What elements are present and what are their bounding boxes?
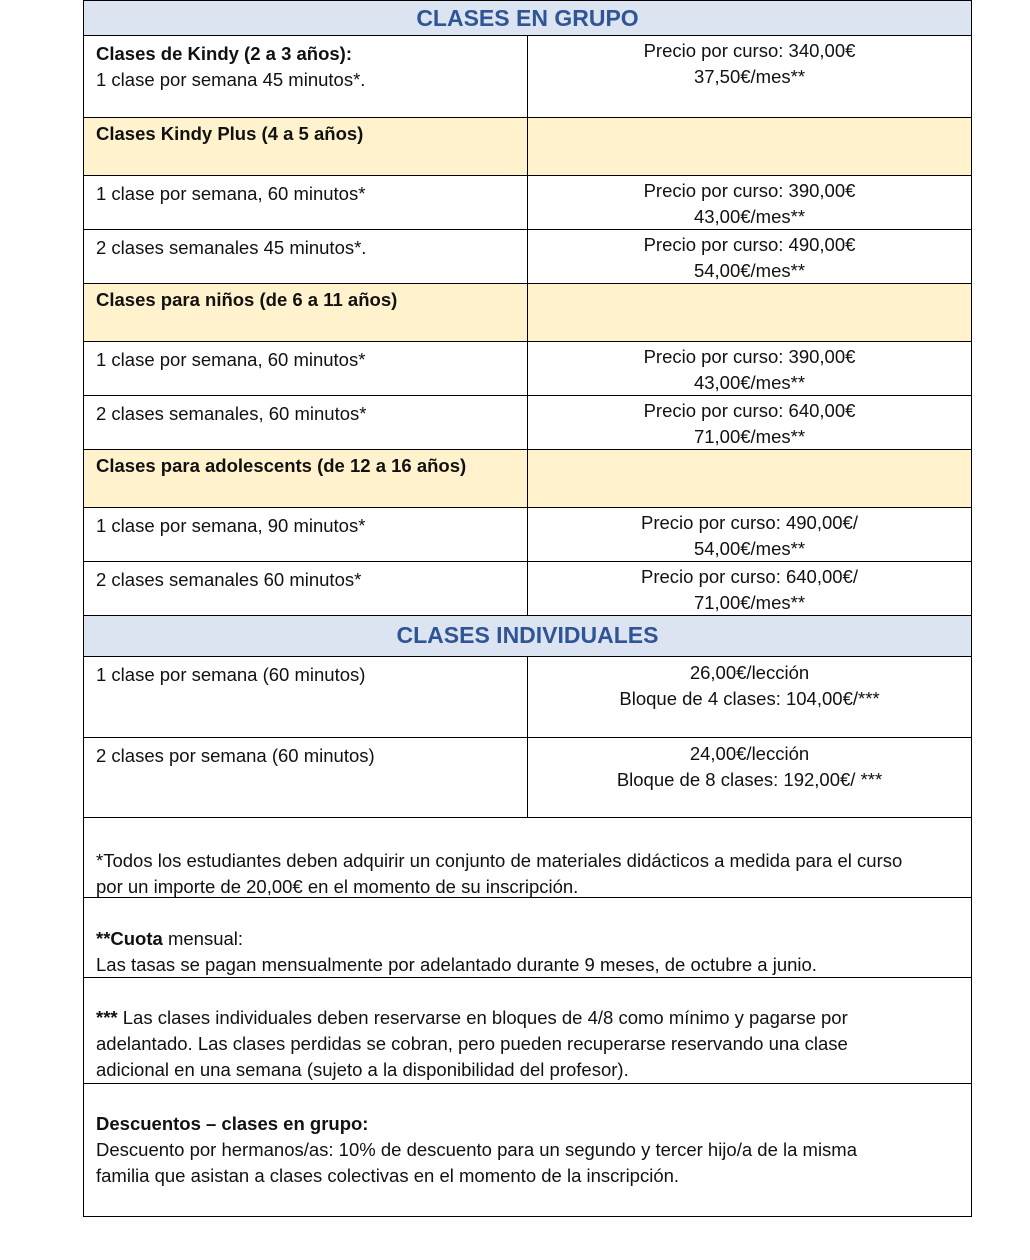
price-month: 43,00€/mes** bbox=[693, 206, 806, 227]
ninos-title: Clases para niños (de 6 a 11 años) bbox=[84, 284, 528, 341]
cuota-heading-bold: **Cuota bbox=[96, 928, 163, 949]
materials-note-line-1: *Todos los estudiantes deben adquirir un conjunto de materiales didácticos a medida para el curso bbox=[96, 850, 903, 871]
adolescents-row-2-desc: 2 clases semanales 60 minutos* bbox=[84, 562, 528, 615]
price-course: Precio por curso: 390,00€ bbox=[643, 180, 856, 201]
kindy-plus-row-1 bbox=[83, 176, 972, 230]
individual-note-line-1 bbox=[96, 1005, 959, 1031]
materials-note bbox=[83, 818, 972, 898]
adolescents-row-2-price bbox=[528, 562, 971, 615]
price-month: 71,00€/mes** bbox=[693, 592, 806, 613]
price-month: 54,00€/mes** bbox=[693, 260, 806, 281]
discounts-title: Descuentos – clases en grupo: bbox=[96, 1113, 369, 1134]
individual-note-line-3: adicional en una semana (sujeto a la disponibilidad del profesor). bbox=[96, 1059, 629, 1080]
adolescents-header-empty bbox=[528, 450, 971, 507]
price-lesson: 24,00€/lección bbox=[689, 743, 810, 764]
kindy-plus-row-1-price bbox=[528, 176, 971, 229]
individual-row-1 bbox=[83, 657, 972, 738]
kindy-row bbox=[83, 36, 972, 118]
kindy-plus-title: Clases Kindy Plus (4 a 5 años) bbox=[84, 118, 528, 175]
kindy-price-cell bbox=[528, 36, 971, 117]
adolescents-row-1 bbox=[83, 508, 972, 562]
price-course: Precio por curso: 390,00€ bbox=[643, 346, 856, 367]
individual-row-2-price bbox=[528, 738, 971, 817]
ninos-row-2 bbox=[83, 396, 972, 450]
adolescents-row-1-desc: 1 clase por semana, 90 minutos* bbox=[84, 508, 528, 561]
individual-row-1-price bbox=[528, 657, 971, 737]
pricing-document bbox=[83, 0, 972, 1217]
ninos-header bbox=[83, 284, 972, 342]
adolescents-title: Clases para adolescents (de 12 a 16 años) bbox=[84, 450, 528, 507]
individual-row-2 bbox=[83, 738, 972, 818]
price-course: Precio por curso: 640,00€ bbox=[643, 400, 856, 421]
individual-row-2-desc: 2 clases por semana (60 minutos) bbox=[84, 738, 528, 817]
individual-classes-title: CLASES INDIVIDUALES bbox=[396, 622, 659, 648]
ninos-row-2-desc: 2 clases semanales, 60 minutos* bbox=[84, 396, 528, 449]
kindy-plus-header-empty bbox=[528, 118, 971, 175]
price-block: Bloque de 4 clases: 104,00€/*** bbox=[619, 688, 880, 709]
ninos-header-empty bbox=[528, 284, 971, 341]
discounts-line-2: familia que asistan a clases colectivas en el momento de la inscripción. bbox=[96, 1165, 680, 1186]
materials-note-line-2: por un importe de 20,00€ en el momento de su inscripción. bbox=[96, 876, 579, 897]
kindy-title: Clases de Kindy (2 a 3 años): bbox=[96, 43, 353, 64]
ninos-row-2-price bbox=[528, 396, 971, 449]
kindy-plus-row-2-price bbox=[528, 230, 971, 283]
price-month: 71,00€/mes** bbox=[693, 426, 806, 447]
cuota-note bbox=[83, 898, 972, 978]
price-block: Bloque de 8 clases: 192,00€/ *** bbox=[616, 769, 883, 790]
ninos-row-1-desc: 1 clase por semana, 60 minutos* bbox=[84, 342, 528, 395]
discounts-note bbox=[83, 1084, 972, 1217]
ninos-row-1-price bbox=[528, 342, 971, 395]
price-month: 54,00€/mes** bbox=[693, 538, 806, 559]
kindy-plus-row-2-desc: 2 clases semanales 45 minutos*. bbox=[84, 230, 528, 283]
group-classes-title: CLASES EN GRUPO bbox=[416, 5, 639, 31]
price-lesson: 26,00€/lección bbox=[689, 662, 810, 683]
cuota-heading-rest: mensual: bbox=[162, 928, 244, 949]
individual-classes-header bbox=[83, 616, 972, 657]
individual-note-text-1: Las clases individuales deben reservarse en bloques de 4/8 como mínimo y pagarse por bbox=[117, 1007, 848, 1028]
individual-note bbox=[83, 978, 972, 1084]
kindy-price-course: Precio por curso: 340,00€ bbox=[643, 40, 856, 61]
price-month: 43,00€/mes** bbox=[693, 372, 806, 393]
price-course: Precio por curso: 490,00€ bbox=[643, 234, 856, 255]
kindy-plus-row-2 bbox=[83, 230, 972, 284]
cuota-text: Las tasas se pagan mensualmente por adelantado durante 9 meses, de octubre a junio. bbox=[96, 954, 817, 975]
adolescents-row-2 bbox=[83, 562, 972, 616]
kindy-plus-header bbox=[83, 118, 972, 176]
kindy-desc-cell bbox=[84, 36, 528, 117]
price-course: Precio por curso: 490,00€/ bbox=[641, 512, 858, 533]
individual-note-line-2: adelantado. Las clases perdidas se cobran, pero pueden recuperarse reservando una clase bbox=[96, 1033, 848, 1054]
kindy-price-month: 37,50€/mes** bbox=[693, 66, 806, 87]
group-classes-header bbox=[83, 0, 972, 36]
price-course: Precio por curso: 640,00€/ bbox=[641, 566, 858, 587]
discounts-line-1: Descuento por hermanos/as: 10% de descuento para un segundo y tercer hijo/a de la misma bbox=[96, 1139, 858, 1160]
individual-note-bold: *** bbox=[96, 1007, 118, 1028]
individual-row-1-desc: 1 clase por semana (60 minutos) bbox=[84, 657, 528, 737]
ninos-row-1 bbox=[83, 342, 972, 396]
kindy-desc: 1 clase por semana 45 minutos*. bbox=[96, 69, 366, 90]
kindy-plus-row-1-desc: 1 clase por semana, 60 minutos* bbox=[84, 176, 528, 229]
cuota-heading bbox=[96, 926, 959, 952]
adolescents-row-1-price bbox=[528, 508, 971, 561]
adolescents-header bbox=[83, 450, 972, 508]
